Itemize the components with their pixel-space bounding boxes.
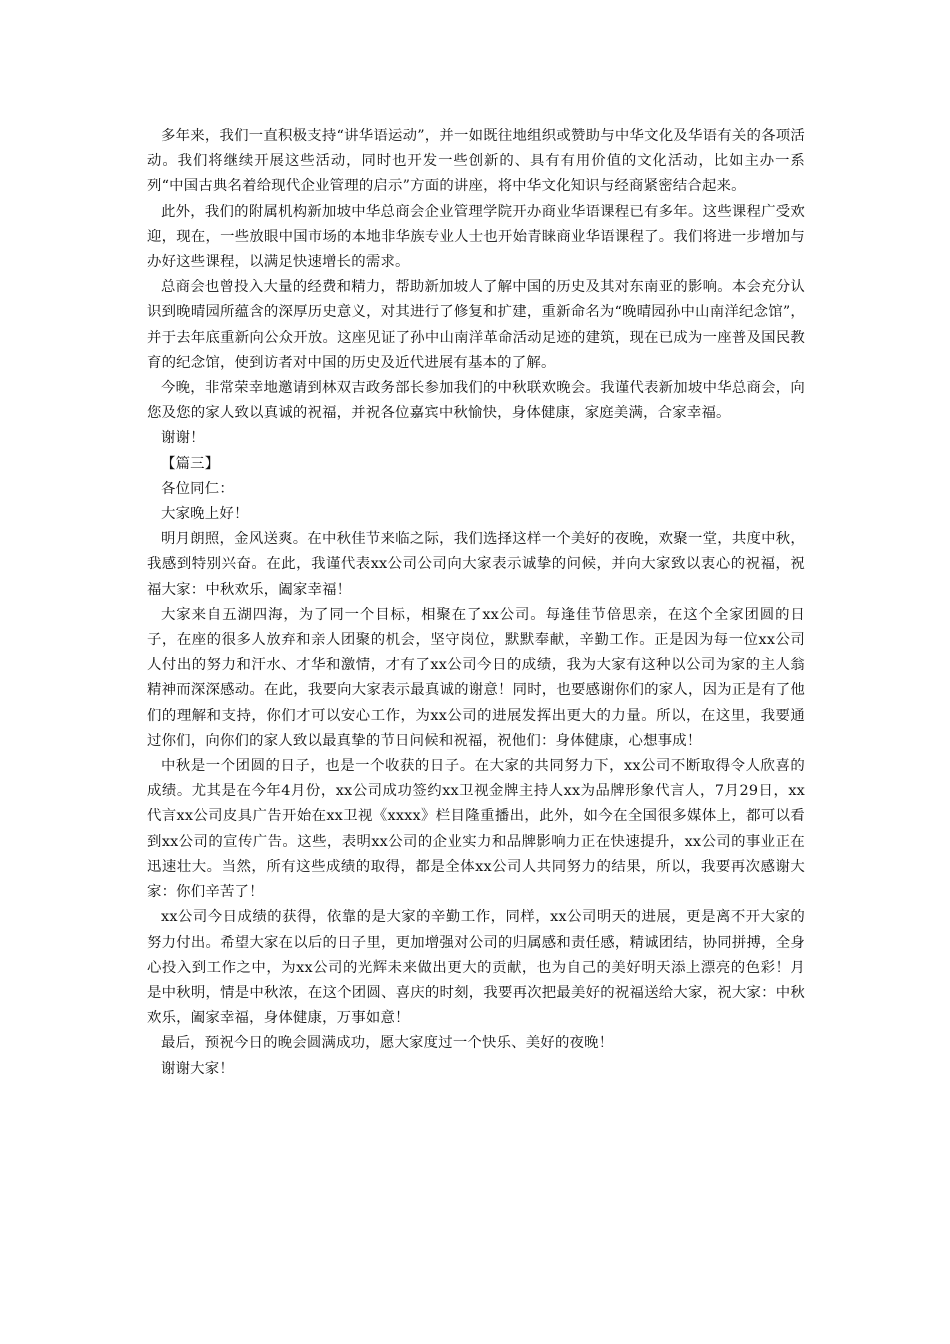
paragraph-future: xx公司今日成绩的获得，依靠的是大家的辛勤工作，同样，xx公司明天的进展，更是离不开大家的努力付出。希望大家在以后的日子里，更加增强对公司的归属感和责任感，精诚团结，协同拼搏，全身心投入到工作之中，为xx公司的光辉未来做出更大的贡献，也为自己的美好明天添上漂亮的色彩！月是中秋明，情是中秋浓，在这个团圆、喜庆的时刻，我要再次把最美好的祝福送给大家，祝大家：中秋欢乐，阖家幸福，身体健康，万事如意！ (147, 909, 805, 1027)
paragraph-moonlight: 明月朗照，金风送爽。在中秋佳节来临之际，我们选择这样一个美好的夜晚，欢聚一堂，共度中秋，我感到特别兴奋。在此，我谨代表xx公司公司向大家表示诚挚的问候，并向大家致以衷心的祝福，祝福大家：中秋欢乐，阖家幸福！ (147, 531, 805, 598)
paragraph-tonight-greeting: 今晚，非常荣幸地邀请到林双吉政务部长参加我们的中秋联欢晚会。我谨代表新加坡中华总商会，向您及您的家人致以真诚的祝福，并祝各位嘉宾中秋愉快，身体健康，家庭美满，合家幸福。 (147, 380, 805, 422)
paragraph-memorial-hall: 总商会也曾投入大量的经费和精力，帮助新加坡人了解中国的历史及其对东南亚的影响。本会充分认识到晚晴园所蕴含的深厚历史意义，对其进行了修复和扩建，重新命名为“晚晴园孙中山南洋纪念馆”，并于去年底重新向公众开放。这座见证了孙中山南洋革命活动足迹的建筑，现在已成为一座普及国民教育的纪念馆，使到访者对中国的历史及近代进展有基本的了解。 (147, 279, 805, 371)
paragraph-salutation: 各位同仁： (161, 480, 234, 497)
paragraph-thank-everyone: 谢谢大家！ (161, 1060, 234, 1077)
paragraph-five-lakes: 大家来自五湖四海，为了同一个目标，相聚在了xx公司。每逢佳节倍思亲，在这个全家团圆的日子，在座的很多人放弃和亲人团聚的机会，坚守岗位，默默奉献，辛勤工作。正是因为每一位xx公司人付出的努力和汗水、才华和激情，才有了xx公司今日的成绩，我为大家有这种以公司为家的主人翁精神而深深感动。在此，我要向大家表示最真诚的谢意！同时，也要感谢你们的家人，因为正是有了他们的理解和支持，你们才可以安心工作，为xx公司的进展发挥出更大的力量。所以，在这里，我要通过你们，向你们的家人致以最真挚的节日问候和祝福，祝他们：身体健康，心想事成！ (147, 606, 805, 749)
section-heading: 【篇三】 (161, 455, 220, 472)
paragraph-good-evening: 大家晚上好！ (161, 506, 249, 523)
paragraph-harvest: 中秋是一个团圆的日子，也是一个收获的日子。在大家的共同努力下，xx公司不断取得令人欣喜的成绩。尤其是在今年4月份，xx公司成功签约xx卫视金牌主持人xx为品牌形象代言人，7月29日，xx代言xx公司皮具广告开始在xx卫视《xxxx》栏目隆重播出，此外，如今在全国很多媒体上，都可以看到xx公司的宣传广告。这些，表明xx公司的企业实力和品牌影响力正在快速提升，xx公司的事业正在迅速壮大。当然，所有这些成绩的取得，都是全体xx公司人共同努力的结果，所以，我要再次感谢大家：你们辛苦了！ (147, 758, 805, 901)
paragraph-business-courses: 此外，我们的附属机构新加坡中华总商会企业管理学院开办商业华语课程已有多年。这些课程广受欢迎，现在，一些放眼中国市场的本地非华族专业人士也开始青睐商业华语课程了。我们将进一步增加与办好这些课程，以满足快速增长的需求。 (147, 203, 805, 271)
paragraph-thanks: 谢谢！ (161, 430, 205, 447)
paragraph-hua-yu-support: 多年来，我们一直积极支持“讲华语运动”，并一如既往地组织或赞助与中华文化及华语有关的各项活动。我们将继续开展这些活动，同时也开发一些创新的、具有有用价值的文化活动，比如主办一系列“中国古典名着给现代企业管理的启示”方面的讲座，将中华文化知识与经商紧密结合起来。 (147, 128, 805, 195)
paragraph-closing-wish: 最后，预祝今日的晚会圆满成功，愿大家度过一个快乐、美好的夜晚！ (161, 1035, 614, 1052)
document-page (147, 124, 805, 1082)
